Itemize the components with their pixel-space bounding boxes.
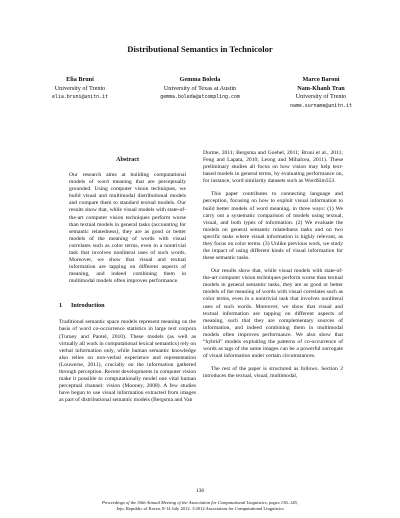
- author-2: [138, 76, 262, 102]
- section-number: 1: [59, 302, 63, 310]
- author-3: [262, 76, 380, 110]
- body-paragraph: Our results show that, while visual models with state-of-the-art computer vision techniques perform worse than textual models in general semantic tasks, they are as good or better models of the meaning of words with visual correlates such as color terms, even in a nontrivial task that involves nonliteral uses of such words. Moreover, we show that visual and textual information are tapping on different aspects of meaning, such that they are complementary sources of information, and indeed combining them in multimodal models often improves performance. We also show that “hybrid” models exploiting the patterns of co-occurrence of words as tags of the same images can be a powerful surrogate of visual information under certain circumstances.: [203, 268, 343, 360]
- author-email: name.surname@unitn.it: [290, 102, 352, 109]
- body-paragraph: The rest of the paper is structured as follows. Section 2 introduces the textual, visual, multimodal,: [203, 366, 343, 380]
- author-email: elia.bruni@unitn.it: [52, 94, 108, 101]
- author-name: Marco Baroni: [302, 76, 340, 83]
- abstract-text: Our research aims at building computational models of word meaning that are perceptually grounded. Using computer vision techniques, we build visual and multimodal distributional models and compare them to standard textual models. Our results show that, while visual models with state-of-the-art computer vision techniques perform worse than textual models in general tasks (accounting for semantic relatedness), they are as good or better models of the meaning of words with visual correlates such as color terms, even in a nontrivial task that involves nonliteral uses of such words. Moreover, we show that visual and textual information are tapping on different aspects of meaning, and indeed combining them in multimodal models often improves performance.: [69, 172, 186, 285]
- footer-line-1: Proceedings of the 50th Annual Meeting of the Association for Computational Linguistics, pages 136–145,: [101, 500, 299, 505]
- author-name: Gemma Boleda: [179, 76, 221, 83]
- page-number: 136: [195, 488, 205, 494]
- author-affiliation: University of Trento: [54, 84, 106, 92]
- section-heading-introduction: [59, 302, 196, 309]
- author-name: Elia Bruni: [66, 76, 94, 83]
- author-name-second: Nam-Khanh Tran: [297, 84, 345, 92]
- introduction-paragraph: Traditional semantic space models represent meaning on the basis of word co-occurrence statistics in large text corpora (Turney and Pantel, 2010). These models (as well as virtually all work in computational lexical semantics) rely on verbal information only, while human semantic knowledge also relies on non-verbal experience and representation (Louwerse, 2011), crucially on the information gathered through perception. Recent developments in computer vision make it possible to computationally model one vital human perceptual channel: vision (Mooney, 2008). A few studies have begun to use visual information extracted from images as part of distributional semantic models (Bergsma and Van: [59, 319, 196, 404]
- author-affiliation: University of Trento: [295, 93, 347, 101]
- left-column: [59, 150, 196, 404]
- abstract-heading: Abstract: [115, 156, 140, 163]
- right-column: [203, 150, 343, 380]
- author-affiliation: University of Texas at Austin: [163, 84, 237, 92]
- body-paragraph: Durme, 2011; Bergsma and Goebel, 2011; Bruni et al., 2011; Feng and Lapata, 2010; Leong and Mihalcea, 2011). These preliminary studies all focus on how vision may help text-based models in general terms, by evaluating performance on, for instance, word similarity datasets such as WordSim353.: [203, 150, 343, 185]
- author-block: [0, 76, 400, 124]
- author-email: gemma.boleda@utcompling.com: [160, 94, 240, 101]
- proceedings-footer: [0, 500, 400, 512]
- author-1: [20, 76, 140, 102]
- paper-title: Distributional Semantics in Technicolor: [127, 44, 273, 54]
- footer-line-2: Jeju, Republic of Korea, 8-14 July 2012. ©2012 Association for Computational Linguistics: [116, 506, 284, 511]
- body-paragraph: This paper contributes to connecting language and perception, focusing on how to exploit visual information to build better models of word meaning, in three ways: (1) We carry out a systematic comparison of models using textual, visual, and both types of information. (2) We evaluate the models on general semantic relatedness tasks and on two specific tasks where visual information is highly relevant, as they focus on color terms. (3) Unlike previous work, we study the impact of using different kinds of visual information for these semantic tasks.: [203, 191, 343, 262]
- section-title: Introduction: [71, 302, 105, 310]
